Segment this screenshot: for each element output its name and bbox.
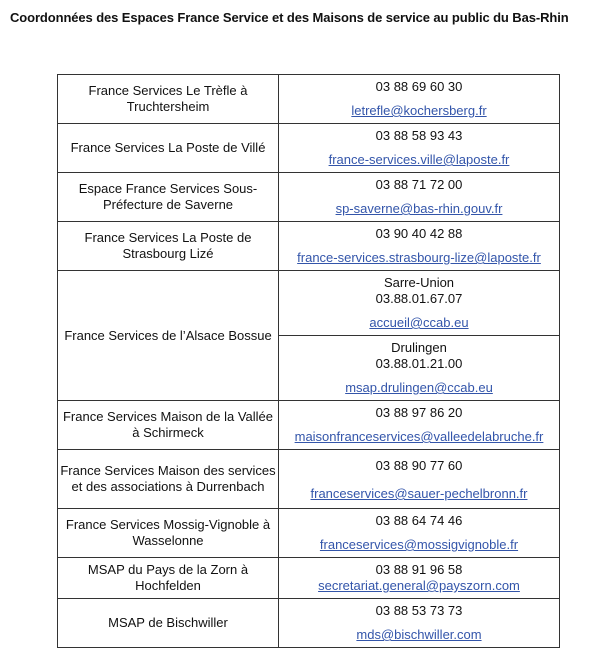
service-contact: [279, 173, 560, 222]
email-link[interactable]: franceservices@mossigvignoble.fr: [319, 537, 519, 552]
service-name: MSAP du Pays de la Zorn à Hochfelden: [58, 558, 279, 599]
table-row: [58, 124, 560, 173]
service-contact: [279, 336, 560, 401]
table-row: [58, 271, 560, 336]
email-link[interactable]: sp-saverne@bas-rhin.gouv.fr: [335, 201, 503, 216]
service-name: France Services Maison de la Vallée à Schirmeck: [58, 401, 279, 450]
contact-box: [279, 124, 559, 172]
table-row: [58, 450, 560, 509]
page-title: Coordonnées des Espaces France Service et des Maisons de service au public du Bas-Rhin: [10, 10, 569, 25]
contact-box: [279, 599, 559, 647]
email-link[interactable]: secretariat.general@payszorn.com: [318, 578, 520, 593]
phone-number: 03 88 58 93 43: [375, 128, 463, 143]
service-contact: [279, 75, 560, 124]
contact-box: [279, 271, 559, 335]
table-row: [58, 558, 560, 599]
service-name: MSAP de Bischwiller: [58, 599, 279, 648]
site-name: Sarre-Union: [383, 275, 455, 290]
table-row: [58, 222, 560, 271]
phone-number: 03 90 40 42 88: [375, 226, 463, 241]
service-name: France Services La Poste de Villé: [58, 124, 279, 173]
email-link[interactable]: franceservices@sauer-pechelbronn.fr: [310, 486, 528, 501]
service-contact: [279, 450, 560, 509]
service-contact: [279, 124, 560, 173]
service-contact: [279, 271, 560, 336]
contact-box: [279, 401, 559, 449]
services-table: [57, 74, 560, 648]
service-contact: [279, 222, 560, 271]
table-row: [58, 509, 560, 558]
email-link[interactable]: france-services.ville@laposte.fr: [328, 152, 510, 167]
service-name: France Services Mossig-Vignoble à Wasselonne: [58, 509, 279, 558]
phone-number: 03 88 97 86 20: [375, 405, 463, 420]
table-row: [58, 401, 560, 450]
service-contact: [279, 599, 560, 648]
phone-number: 03 88 71 72 00: [375, 177, 463, 192]
service-contact: [279, 509, 560, 558]
service-name: France Services Le Trèfle à Truchtersheim: [58, 75, 279, 124]
phone-number: 03 88 64 74 46: [375, 513, 463, 528]
phone-number: 03 88 69 60 30: [375, 79, 463, 94]
table-row: [58, 75, 560, 124]
service-contact: [279, 558, 560, 599]
email-link[interactable]: letrefle@kochersberg.fr: [351, 103, 487, 118]
contact-box: [279, 336, 559, 400]
email-link[interactable]: france-services.strasbourg-lize@laposte.fr: [297, 250, 541, 265]
service-name: France Services de l’Alsace Bossue: [58, 271, 279, 401]
email-link[interactable]: msap.drulingen@ccab.eu: [345, 380, 493, 395]
contact-box: [279, 450, 559, 508]
phone-number: 03 88 90 77 60: [375, 458, 463, 473]
email-link[interactable]: mds@bischwiller.com: [356, 627, 482, 642]
service-name: France Services La Poste de Strasbourg Lizé: [58, 222, 279, 271]
contact-box: [279, 75, 559, 123]
service-contact: [279, 401, 560, 450]
phone-number: 03.88.01.21.00: [375, 356, 463, 371]
service-name: France Services Maison des services et des associations à Durrenbach: [58, 450, 279, 509]
service-name: Espace France Services Sous-Préfecture de Saverne: [58, 173, 279, 222]
contact-box: [279, 222, 559, 270]
phone-number: 03.88.01.67.07: [375, 291, 463, 306]
site-name: Drulingen: [391, 340, 447, 355]
contact-box: [279, 509, 559, 557]
contact-box: [279, 173, 559, 221]
contact-box: [279, 558, 559, 598]
email-link[interactable]: maisonfranceservices@valleedelabruche.fr: [294, 429, 544, 444]
email-link[interactable]: accueil@ccab.eu: [369, 315, 469, 330]
phone-number: 03 88 91 96 58: [375, 562, 463, 577]
table-row: [58, 173, 560, 222]
table-row: [58, 599, 560, 648]
phone-number: 03 88 53 73 73: [375, 603, 463, 618]
